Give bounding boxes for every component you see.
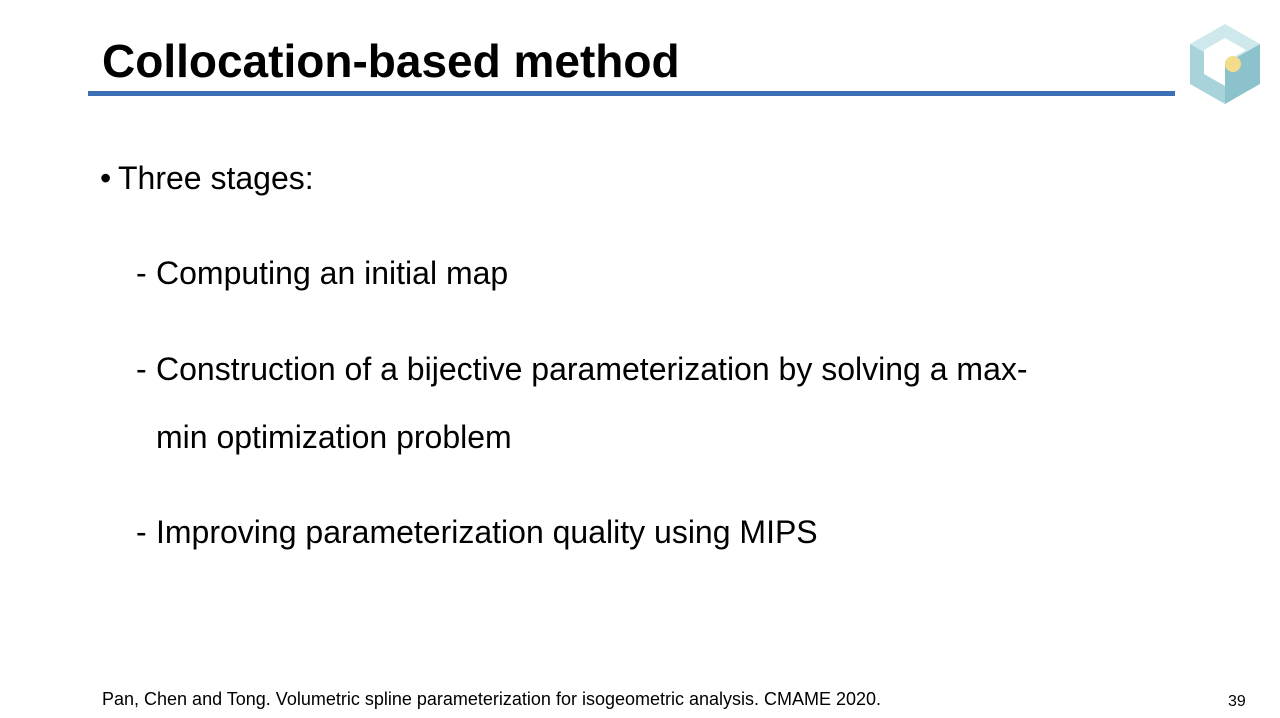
slide-title: Collocation-based method: [102, 35, 680, 87]
bullet-marker: •: [100, 160, 112, 196]
stage-item-2: [136, 349, 1028, 389]
stage-item-3: [136, 512, 818, 552]
page-number: 39: [1228, 693, 1246, 710]
title-underline: [88, 91, 1175, 96]
dash-marker: -: [136, 514, 147, 550]
bullet-text: Three stages:: [118, 160, 314, 196]
stage-text-2: Construction of a bijective parameterization by solving a max-: [156, 351, 1028, 387]
stage-text-3: Improving parameterization quality using MIPS: [156, 514, 818, 550]
stage-text-2-continued: min optimization problem: [156, 419, 512, 455]
stage-text-1: Computing an initial map: [156, 255, 509, 291]
dash-marker: -: [136, 351, 147, 387]
stage-item-1: [136, 253, 508, 293]
cube-logo-icon: [1188, 22, 1262, 106]
bullet-three-stages: [100, 158, 314, 198]
dash-marker: -: [136, 255, 147, 291]
footer-citation: Pan, Chen and Tong. Volumetric spline parameterization for isogeometric analysis. CMAME 2020.: [102, 689, 882, 709]
